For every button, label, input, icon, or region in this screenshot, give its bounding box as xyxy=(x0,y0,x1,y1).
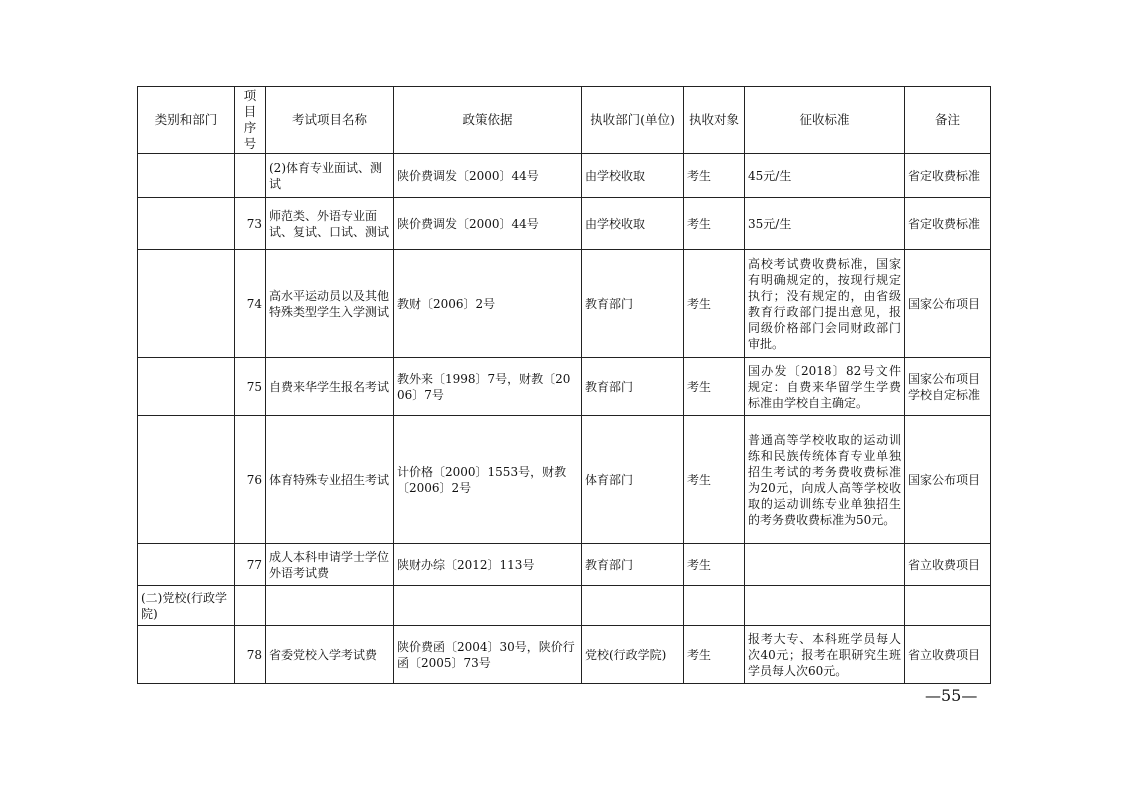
cell-target: 考生 xyxy=(684,250,745,358)
cell-dept: 教育部门 xyxy=(582,358,684,416)
cell-note xyxy=(905,586,991,626)
cell-policy: 陕价费函〔2004〕30号，陕价行函〔2005〕73号 xyxy=(394,626,582,684)
cell-policy: 陕财办综〔2012〕113号 xyxy=(394,544,582,586)
header-target: 执收对象 xyxy=(684,87,745,154)
cell-category xyxy=(138,154,235,198)
cell-standard: 报考大专、本科班学员每人次40元；报考在职研究生班学员每人次60元。 xyxy=(745,626,905,684)
cell-dept: 教育部门 xyxy=(582,544,684,586)
cell-serial: 75 xyxy=(235,358,266,416)
cell-name: 自费来华学生报名考试 xyxy=(266,358,394,416)
cell-note: 省立收费项目 xyxy=(905,544,991,586)
fee-table xyxy=(137,86,991,684)
cell-name: 省委党校入学考试费 xyxy=(266,626,394,684)
cell-note: 省立收费项目 xyxy=(905,626,991,684)
cell-policy: 陕价费调发〔2000〕44号 xyxy=(394,198,582,250)
table-row xyxy=(138,358,991,416)
header-name: 考试项目名称 xyxy=(266,87,394,154)
cell-standard xyxy=(745,586,905,626)
table-row xyxy=(138,250,991,358)
cell-dept: 教育部门 xyxy=(582,250,684,358)
cell-category xyxy=(138,416,235,544)
cell-target xyxy=(684,586,745,626)
table-row xyxy=(138,544,991,586)
cell-serial: 76 xyxy=(235,416,266,544)
cell-name: 体育特殊专业招生考试 xyxy=(266,416,394,544)
cell-serial: 73 xyxy=(235,198,266,250)
cell-standard: 普通高等学校收取的运动训练和民族传统体育专业单独招生考试的考务费收费标准为20元，向成人高等学校收取的运动训练专业单独招生的考务费收费标准为50元。 xyxy=(745,416,905,544)
cell-name xyxy=(266,586,394,626)
table-row xyxy=(138,416,991,544)
cell-category xyxy=(138,198,235,250)
header-category: 类别和部门 xyxy=(138,87,235,154)
section-row xyxy=(138,586,991,626)
cell-note: 省定收费标准 xyxy=(905,198,991,250)
cell-dept: 党校(行政学院) xyxy=(582,626,684,684)
table-row xyxy=(138,626,991,684)
cell-standard: 高校考试费收费标准，国家有明确规定的，按现行规定执行；没有规定的，由省级教育行政部门提出意见，报同级价格部门会同财政部门审批。 xyxy=(745,250,905,358)
cell-name: 师范类、外语专业面试、复试、口试、测试 xyxy=(266,198,394,250)
cell-standard: 35元/生 xyxy=(745,198,905,250)
cell-name: 高水平运动员以及其他特殊类型学生入学测试 xyxy=(266,250,394,358)
cell-dept: 由学校收取 xyxy=(582,198,684,250)
cell-serial xyxy=(235,154,266,198)
header-note: 备注 xyxy=(905,87,991,154)
cell-target: 考生 xyxy=(684,198,745,250)
cell-target: 考生 xyxy=(684,358,745,416)
cell-serial: 78 xyxy=(235,626,266,684)
cell-category xyxy=(138,250,235,358)
cell-serial: 77 xyxy=(235,544,266,586)
cell-policy: 计价格〔2000〕1553号，财教〔2006〕2号 xyxy=(394,416,582,544)
cell-target: 考生 xyxy=(684,154,745,198)
cell-target: 考生 xyxy=(684,626,745,684)
table-row xyxy=(138,154,991,198)
cell-target: 考生 xyxy=(684,416,745,544)
section-category: (二)党校(行政学院) xyxy=(138,586,235,626)
cell-standard: 国办发〔2018〕82号文件规定：自费来华留学生学费标准由学校自主确定。 xyxy=(745,358,905,416)
table-row xyxy=(138,198,991,250)
cell-note: 省定收费标准 xyxy=(905,154,991,198)
cell-standard: 45元/生 xyxy=(745,154,905,198)
header-row xyxy=(138,87,991,154)
cell-dept: 体育部门 xyxy=(582,416,684,544)
cell-name: (2)体育专业面试、测试 xyxy=(266,154,394,198)
cell-serial xyxy=(235,586,266,626)
cell-dept xyxy=(582,586,684,626)
cell-category xyxy=(138,544,235,586)
cell-category xyxy=(138,626,235,684)
header-policy: 政策依据 xyxy=(394,87,582,154)
cell-policy: 陕价费调发〔2000〕44号 xyxy=(394,154,582,198)
cell-policy: 教外来〔1998〕7号，财教〔2006〕7号 xyxy=(394,358,582,416)
cell-dept: 由学校收取 xyxy=(582,154,684,198)
cell-target: 考生 xyxy=(684,544,745,586)
cell-policy xyxy=(394,586,582,626)
cell-note: 国家公布项目 xyxy=(905,416,991,544)
page-number: —55— xyxy=(925,686,978,705)
header-serial: 项目序号 xyxy=(235,87,266,154)
header-dept: 执收部门(单位) xyxy=(582,87,684,154)
cell-policy: 教财〔2006〕2号 xyxy=(394,250,582,358)
cell-serial: 74 xyxy=(235,250,266,358)
cell-note: 国家公布项目学校自定标准 xyxy=(905,358,991,416)
cell-standard xyxy=(745,544,905,586)
header-standard: 征收标准 xyxy=(745,87,905,154)
cell-name: 成人本科申请学士学位外语考试费 xyxy=(266,544,394,586)
cell-note: 国家公布项目 xyxy=(905,250,991,358)
cell-category xyxy=(138,358,235,416)
